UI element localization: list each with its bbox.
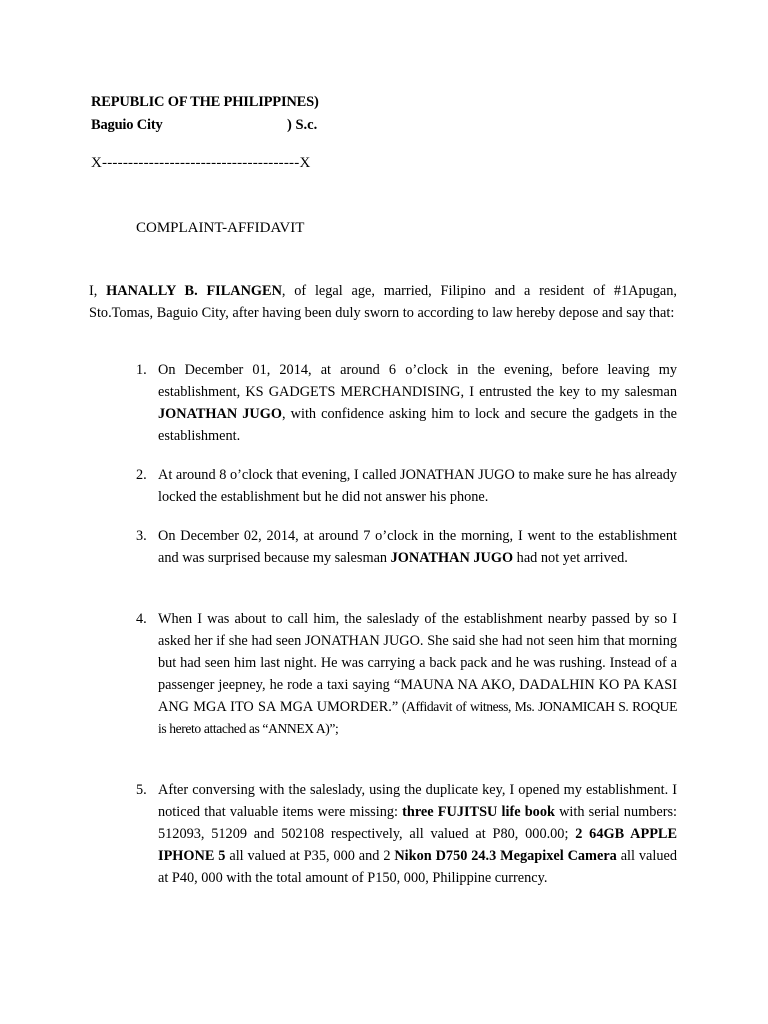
affiant-name: HANALLY B. FILANGEN (106, 283, 282, 299)
item-number: 2. (136, 467, 147, 483)
item-number: 4. (136, 611, 147, 627)
intro-text-start: I, (89, 283, 107, 299)
item-number: 5. (136, 782, 147, 798)
item-text-part: all valued at P35, 000 and 2 (225, 848, 395, 864)
item-text (158, 608, 677, 740)
header-sc: ) S.c. (287, 117, 318, 133)
item-text (158, 464, 677, 508)
item-text (158, 359, 677, 447)
item-bold-name: JONATHAN JUGO (390, 550, 514, 566)
header-republic: REPUBLIC OF THE PHILIPPINES) (91, 94, 319, 110)
item-text-part: On December 01, 2014, at around 6 o’clock in the evening, before leaving my establishment, KS GADGETS MERCHANDISING, I entrusted the key to my salesman (158, 362, 677, 400)
item-bold-product: three FUJITSU life book (402, 804, 555, 820)
item-text (158, 779, 677, 889)
item-text-part: , with confidence asking him to lock and secure the gadgets in the establishment. (158, 406, 678, 444)
intro-text-end: , of legal age, married, Filipino and a resident of #1Apugan, Sto.Tomas, Baguio City, after having been duly sworn to according to law hereby depose and say that: (89, 283, 677, 322)
item-bold-product: 2 64GB APPLE IPHONE 5 (158, 826, 677, 864)
item-text-part: At around 8 o’clock that evening, I called JONATHAN JUGO to make sure he has already locked the establishment but he did not answer his phone. (158, 467, 677, 505)
item-number: 3. (136, 528, 147, 544)
intro-paragraph (89, 280, 677, 325)
item-text-part: On December 02, 2014, at around 7 o’clock in the morning, I went to the establishment and was surprised because my salesman (158, 528, 677, 566)
document-title: COMPLAINT-AFFIDAVIT (136, 220, 305, 236)
item-text (158, 525, 677, 569)
item-bold-product: Nikon D750 24.3 Megapixel Camera (394, 848, 617, 864)
item-text-part: with serial numbers: 512093, 51209 and 502108 respectively, all valued at P80, 000.00; (158, 804, 678, 842)
item-text-part: had not yet arrived. (513, 550, 628, 566)
item-annex-note: (Affidavit of witness, Ms. JONAMICAH S. ROQUE is hereto attached as “ANNEX A)”; (158, 699, 677, 736)
item-number: 1. (136, 362, 147, 378)
item-text-part: all valued at P40, 000 with the total amount of P150, 000, Philippine currency. (158, 848, 677, 886)
caption-separator: X--------------------------------------X (91, 155, 311, 171)
item-bold-name: JONATHAN JUGO (158, 406, 282, 422)
item-text-part: When I was about to call him, the saleslady of the establishment nearby passed by so I asked her if she had seen JONATHAN JUGO. She said she had not seen him that morning but had seen him last night. He was carrying a back pack and he was rushing. Instead of a passenger jeepney, he rode a taxi saying “MAUNA NA AKO, DADALHIN KO PA KASI ANG MGA ITO SA MGA UMORDER.” (158, 611, 677, 715)
header-city: Baguio City (91, 117, 163, 133)
item-text-part: After conversing with the saleslady, using the duplicate key, I opened my establishment. I noticed that valuable items were missing: (158, 782, 677, 820)
